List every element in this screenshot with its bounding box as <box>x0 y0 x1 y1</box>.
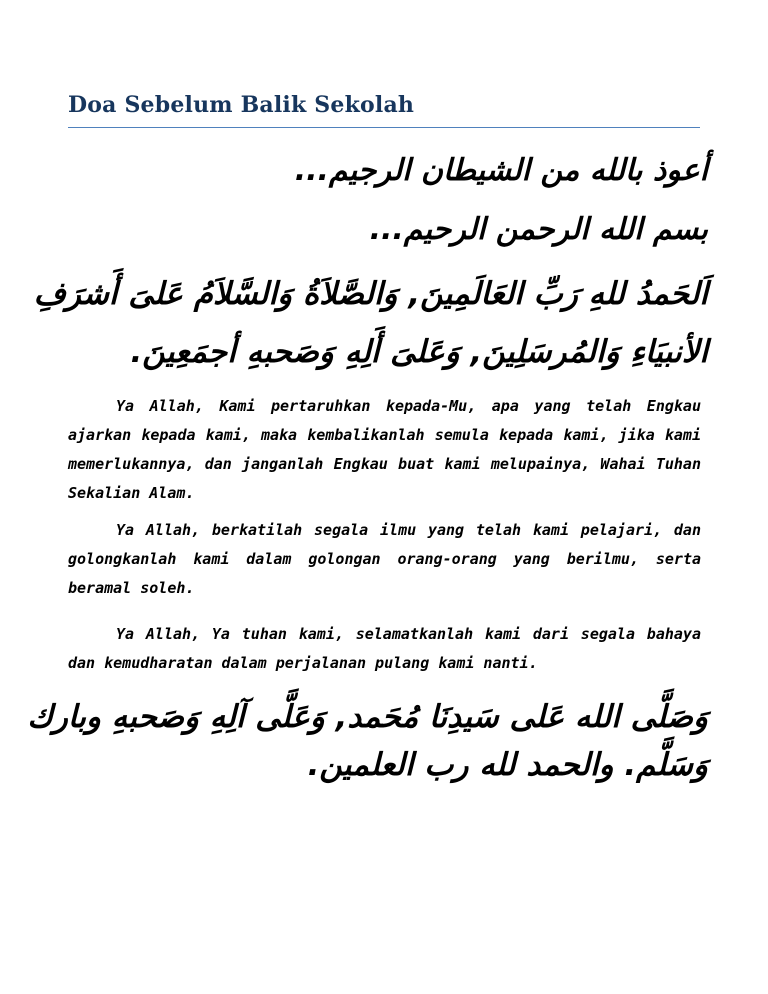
arabic-closing-line-2: وَسَلَّم. والحمد لله رب العلمين. <box>307 747 708 783</box>
arabic-line-hamdalah-2: الأنبيَاءِ وَالمُرسَلِينَ, وَعَلىَ أَلِهِ وَصَحبهِ أجمَعِينَ. <box>130 334 708 370</box>
arabic-line-taawwuz: أعوذ بالله من الشيطان الرجيم... <box>294 153 708 188</box>
arabic-closing-line-1: وَصَلَّى الله عَلى سَيدِنَا مُحَمد, وَعَلَّى آلِهِ وَصَحبهِ وبارك <box>27 699 708 735</box>
prayer-paragraph-1: Ya Allah, Kami pertaruhkan kepada-Mu, apa yang telah Engkau ajarkan kepada kami, maka kembalikanlah semula kepada kami, jika kami memerlukannya, dan janganlah Engkau buat kami melupainya, Wahai Tuhan Sekalian Alam. <box>68 397 701 502</box>
prayer-paragraph-2: Ya Allah, berkatilah segala ilmu yang telah kami pelajari, dan golongkanlah kami dalam golongan orang-orang yang berilmu, serta beramal soleh. <box>68 521 701 597</box>
title-underline <box>68 127 700 128</box>
prayer-paragraph-3: Ya Allah, Ya tuhan kami, selamatkanlah kami dari segala bahaya dan kemudharatan dalam perjalanan pulang kami nanti. <box>68 625 701 672</box>
arabic-line-hamdalah-1: اَلحَمدُ للهِ رَبِّ العَالَمِينَ, وَالصَّلاَةُ وَالسَّلاَمُ عَلىَ أَشرَفِ <box>33 276 708 312</box>
arabic-line-basmalah: بسم الله الرحمن الرحيم... <box>369 212 708 247</box>
page-title: Doa Sebelum Balik Sekolah <box>68 92 415 118</box>
